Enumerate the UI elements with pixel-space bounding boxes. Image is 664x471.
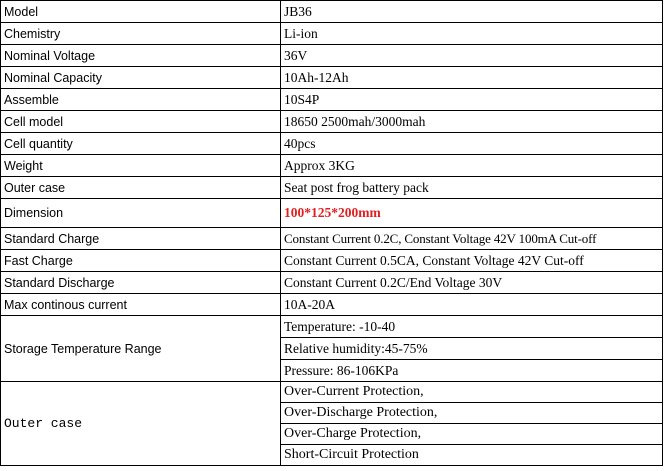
table-row [1, 382, 663, 403]
table-row [1, 67, 663, 89]
spec-label-model: Model [1, 1, 281, 23]
spec-value-weight: Approx 3KG [281, 155, 663, 177]
spec-value-over-charge: Over-Charge Protection, [281, 424, 663, 445]
table-row [1, 199, 663, 228]
table-row [1, 89, 663, 111]
spec-value-over-current: Over-Current Protection, [281, 382, 663, 403]
spec-label-chemistry: Chemistry [1, 23, 281, 45]
spec-label-nominal-voltage: Nominal Voltage [1, 45, 281, 67]
spec-label-fast-charge: Fast Charge [1, 250, 281, 272]
spec-value-over-discharge: Over-Discharge Protection, [281, 403, 663, 424]
table-row [1, 250, 663, 272]
table-row [1, 228, 663, 250]
spec-label-standard-discharge: Standard Discharge [1, 272, 281, 294]
spec-value-standard-discharge: Constant Current 0.2C/End Voltage 30V [281, 272, 663, 294]
spec-value-model: JB36 [281, 1, 663, 23]
spec-value-dimension: 100*125*200mm [281, 199, 663, 228]
spec-value-cell-quantity: 40pcs [281, 133, 663, 155]
spec-value-cell-model: 18650 2500mah/3000mah [281, 111, 663, 133]
spec-value-max-current: 10A-20A [281, 294, 663, 316]
spec-value-standard-charge: Constant Current 0.2C, Constant Voltage 42V 100mA Cut-off [281, 228, 663, 250]
spec-label-max-current: Max continous current [1, 294, 281, 316]
spec-label-cell-quantity: Cell quantity [1, 133, 281, 155]
spec-label-storage-temperature: Storage Temperature Range [1, 316, 281, 382]
spec-value-chemistry: Li-ion [281, 23, 663, 45]
table-row [1, 272, 663, 294]
table-row [1, 23, 663, 45]
spec-label-protection: Outer case [1, 382, 281, 466]
table-row [1, 111, 663, 133]
table-row [1, 155, 663, 177]
spec-label-dimension: Dimension [1, 199, 281, 228]
spec-label-nominal-capacity: Nominal Capacity [1, 67, 281, 89]
spec-label-cell-model: Cell model [1, 111, 281, 133]
spec-value-storage-humidity: Relative humidity:45-75% [281, 338, 663, 360]
spec-value-nominal-capacity: 10Ah-12Ah [281, 67, 663, 89]
spec-label-assemble: Assemble [1, 89, 281, 111]
table-row [1, 177, 663, 199]
spec-value-assemble: 10S4P [281, 89, 663, 111]
spec-value-outer-case: Seat post frog battery pack [281, 177, 663, 199]
spec-value-short-circuit: Short-Circuit Protection [281, 445, 663, 466]
spec-value-storage-pressure: Pressure: 86-106KPa [281, 360, 663, 382]
table-row [1, 316, 663, 338]
spec-label-weight: Weight [1, 155, 281, 177]
spec-value-storage-temperature: Temperature: -10-40 [281, 316, 663, 338]
spec-label-standard-charge: Standard Charge [1, 228, 281, 250]
spec-value-fast-charge: Constant Current 0.5CA, Constant Voltage 42V Cut-off [281, 250, 663, 272]
table-row [1, 133, 663, 155]
table-row [1, 294, 663, 316]
table-row [1, 1, 663, 23]
spec-label-outer-case: Outer case [1, 177, 281, 199]
spec-value-nominal-voltage: 36V [281, 45, 663, 67]
table-row [1, 45, 663, 67]
